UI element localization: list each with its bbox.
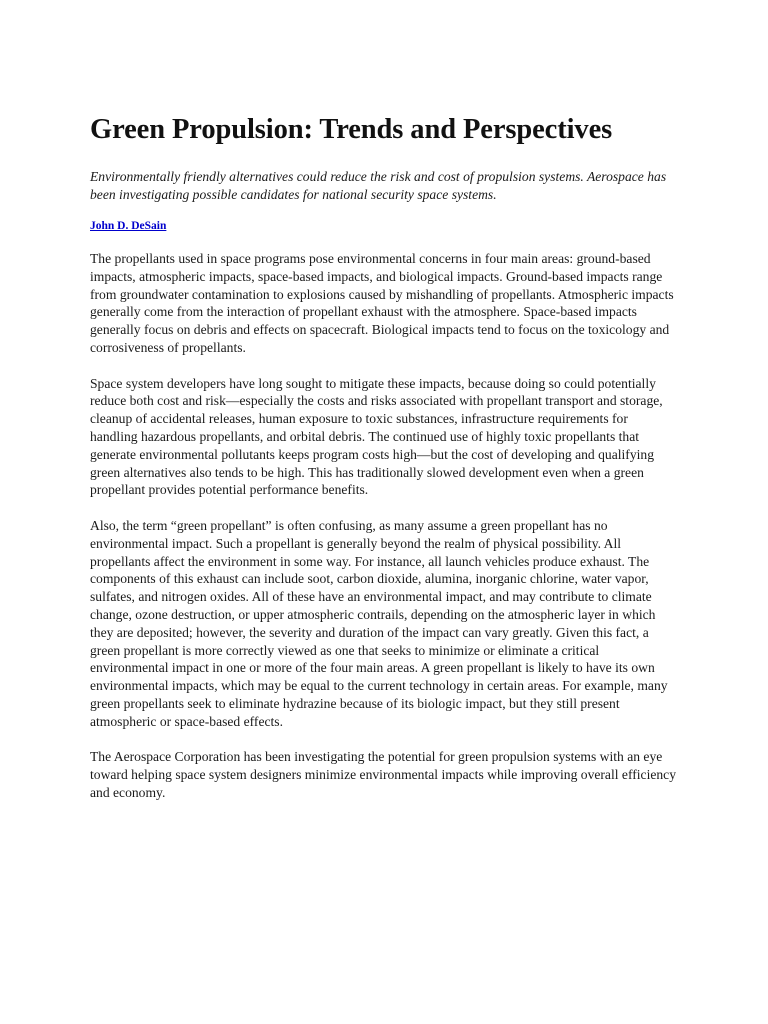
author-link[interactable]: John D. DeSain: [90, 220, 167, 232]
body-paragraph-1: The propellants used in space programs pose environmental concerns in four main areas: ground-based impacts, atmospheric impacts, space-based impacts, and biological impacts. Ground-based impacts range from groundwater contamination to explosions caused by mishandling of propellants. Atmospheric impacts generally come from the interaction of propellant exhaust with the atmosphere. Space-based impacts generally focus on debris and effects on spacecraft. Biological impacts tend to focus on the toxicology and corrosiveness of propellants.: [90, 251, 674, 355]
article-subtitle: Environmentally friendly alternatives could reduce the risk and cost of propulsion systems. Aerospace has been investigating possible candidates for national security space systems.: [90, 169, 667, 202]
body-paragraph-3: Also, the term “green propellant” is often confusing, as many assume a green propellant has no environmental impact. Such a propellant is generally beyond the realm of physical possibility. All propellants affect the environment in some way. For instance, all launch vehicles produce exhaust. The components of this exhaust can include soot, carbon dioxide, alumina, inorganic chlorine, water vapor, sulfates, and nitrogen oxides. All of these have an environmental impact, and may contribute to climate change, ozone destruction, or upper atmospheric contrails, depending on the atmospheric layer in which they are deposited; however, the severity and duration of the impact can vary greatly. Given this fact, a green propellant is more correctly viewed as one that seeks to minimize or eliminate a critical environmental impact in one or more of the four main areas. A green propellant is likely to have its own environmental impacts, which may be equal to the current technology in certain areas. For example, many green propellants seek to eliminate hydrazine because of its biologic impact, but they still present atmospheric or space-based effects.: [90, 517, 668, 729]
article-title: Green Propulsion: Trends and Perspectives: [90, 114, 613, 145]
body-paragraph-4: The Aerospace Corporation has been investigating the potential for green propulsion systems with an eye toward helping space system designers minimize environmental impacts while improving overall efficiency and economy.: [90, 749, 677, 800]
body-paragraph-2: Space system developers have long sought to mitigate these impacts, because doing so could potentially reduce both cost and risk—especially the costs and risks associated with propellant transport and storage, cleanup of accidental releases, human exposure to toxic substances, infrastructure requirements for handling hazardous propellants, and orbital debris. The continued use of highly toxic propellants that generate environmental pollutants keeps program costs high—but the cost of developing and qualifying green alternatives also tends to be high. This has traditionally slowed development even when a green propellant provides potential performance benefits.: [90, 375, 663, 498]
